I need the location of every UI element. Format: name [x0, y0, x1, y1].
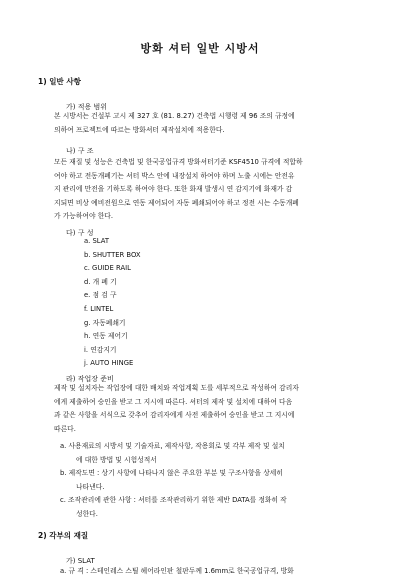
list-item: d. 개 폐 기 [84, 277, 117, 286]
paragraph-line: 제작 및 설치자는 작업장에 대한 배치와 작업계획 도를 세부적으로 작성하여 감리자 [54, 384, 299, 392]
list-item: f. LINTEL [84, 304, 114, 313]
worksite-paragraph [54, 382, 372, 436]
paragraph-line: 따른다. [54, 424, 76, 433]
composition-list [84, 235, 141, 371]
note-line: c. 조작관리에 관한 사항 : 셔터를 조작관리하기 위한 제반 DATA를 정화히 작 [60, 496, 287, 505]
subsection-composition-heading: 다) 구 성 [66, 229, 94, 237]
list-item: i. 연감지기 [84, 345, 117, 354]
list-item: j. AUTO HINGE [84, 359, 134, 368]
section-1-heading: 1) 일반 사항 [38, 77, 81, 86]
note-line: 에 대한 방법 및 시험성적서 [76, 455, 157, 464]
list-item: h. 연동 제어기 [84, 332, 128, 341]
paragraph-line: 가 가능하여야 한다. [54, 212, 114, 221]
document-title: 방화 셔터 일반 시방서 [140, 42, 260, 55]
subsection-scope-heading: 가) 적용 범위 [66, 103, 107, 111]
paragraph-line: 지 관리에 만전을 기하도록 하여야 한다. 또한 화재 발생시 연 감지기에 화재가 감 [54, 185, 293, 194]
structure-paragraph [54, 156, 372, 224]
list-item: a. SLAT [84, 237, 110, 245]
worksite-notes [60, 440, 378, 522]
list-item: g. 자동폐쇄기 [84, 318, 126, 327]
paragraph-line: 지되면 비상 예비전원으로 연동 제어되어 자동 폐쇄되어야 하고 정전 시는 수동개폐 [54, 198, 299, 207]
paragraph-line: 에게 제출하여 승인을 받고 그 지시에 따른다. 셔터의 제작 및 설치에 대하여 다음 [54, 397, 293, 406]
paragraph-line: 여야 하고 전동개폐기는 셔터 박스 안에 내장설치 하여야 하며 노출 시에는 안전유 [54, 171, 295, 180]
paragraph-line: a. 규 격 : 스테인레스 스틸 헤어라인판 철판두께 1.6mm로 한국공업규격, 방화 [60, 567, 294, 575]
note-line: 성한다. [76, 509, 98, 518]
subsection-slat-heading: 가) SLAT [66, 557, 95, 565]
note-line: b. 제작도면 : 상기 사항에 나타나지 않은 주요한 부분 및 구조사항을 상세히 [60, 469, 283, 478]
list-item: c. GUIDE RAIL [84, 264, 131, 273]
paragraph-line: 모든 재질 및 성능은 건축법 및 한국공업규격 방화셔터기준 KSF4510 규격에 적합하 [54, 158, 303, 166]
scope-paragraph [54, 110, 372, 137]
subsection-structure-heading: 나) 구 조 [66, 147, 94, 155]
list-item: e. 점 검 구 [84, 291, 117, 300]
list-item: b. SHUTTER BOX [84, 250, 141, 259]
note-line: a. 사용재료의 시방서 및 기술자료, 제작사항, 작용회로 및 각부 제작 및 설치 [60, 442, 285, 450]
paragraph-line: 과 같은 사항을 서식으로 갖추어 감리자에게 사전 제출하여 승인을 받고 그 지시에 [54, 411, 295, 420]
paragraph-line: 의하여 프로젝트에 따르는 방화셔터 제작설치에 적용한다. [54, 125, 225, 134]
slat-paragraph [60, 565, 378, 579]
subsection-worksite-heading: 라) 작업장 준비 [66, 375, 114, 383]
paragraph-line: 본 시방서는 건설부 고시 제 327 호 (81. 8.27) 건축법 시행령 제 96 조의 규정에 [54, 112, 295, 120]
section-2-heading: 2) 각부의 재질 [38, 531, 89, 540]
note-line: 나타낸다. [76, 482, 105, 491]
